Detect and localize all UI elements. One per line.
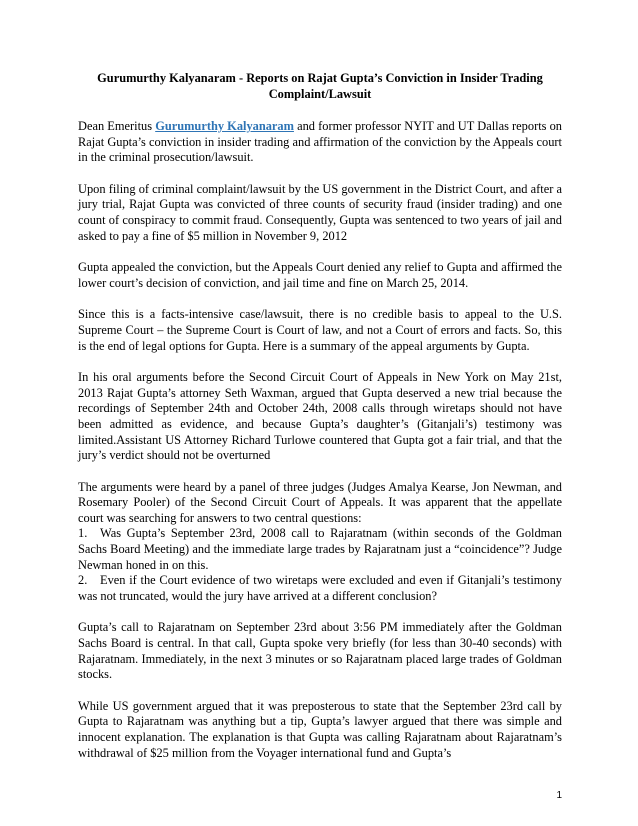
intro-text-after: and former professor NYIT and UT Dallas reports on Rajat Gupta’s conviction in insider trading and affirmation of the conviction by the Appeals court in the criminal prosecution/lawsuit. xyxy=(78,119,563,165)
questions-intro: The arguments were heard by a panel of three judges (Judges Amalya Kearse, Jon Newman, and Rosemary Pooler) of the Second Circuit Court of Appeals. It was apparent that the appellate court was searching for answers to two central questions: xyxy=(78,479,562,525)
document-page xyxy=(78,70,562,777)
paragraph-appeal: Gupta appealed the conviction, but the Appeals Court denied any relief to Gupta and affirmed the lower court’s decision of conviction, and jail time and fine on March 25, 2014. xyxy=(78,260,562,290)
paragraph-conviction: Upon filing of criminal complaint/lawsuit by the US government in the District Court, and after a jury trial, Rajat Gupta was convicted of three counts of security fraud (insider trading) and one count of conspiracy to commit fraud. Consequently, Gupta was sentenced to two years of jail and asked to pay a fine of $5 million in November 9, 2012 xyxy=(78,181,562,243)
author-link[interactable]: Gurumurthy Kalyanaram xyxy=(155,119,294,133)
paragraph-explanation: While US government argued that it was preposterous to state that the September 23rd call by Gupta to Rajaratnam was anything but a tip, Gupta’s lawyer argued that there was simple and innocent explanation. The explanation is that Gupta was calling Rajaratnam about Rajaratnam’s withdrawal of $25 million from the Voyager international fund and Gupta’s xyxy=(78,698,562,760)
question-item xyxy=(78,573,562,604)
question-text: Was Gupta’s September 23rd, 2008 call to Rajaratnam (within seconds of the Goldman Sachs Board Meeting) and the immediate large trades by Rajaratnam just a “coincidence”? Judge Newman honed in on this. xyxy=(78,526,562,572)
paragraph-supreme-court: Since this is a facts-intensive case/lawsuit, there is no credible basis to appeal to the U.S. Supreme Court – the Supreme Court is Court of law, and not a Court of errors and facts. So, this is the end of legal options for Gupta. Here is a summary of the appeal arguments by Gupta. xyxy=(78,307,562,353)
intro-paragraph xyxy=(78,119,562,166)
paragraph-questions xyxy=(78,480,562,605)
intro-text-before: Dean Emeritus xyxy=(78,119,156,133)
question-number: 2. xyxy=(78,573,88,588)
page-number: 1 xyxy=(556,790,562,801)
question-text: Even if the Court evidence of two wiretaps were excluded and even if Gitanjali’s testimony was not truncated, would the jury have arrived at a different conclusion? xyxy=(78,573,562,603)
question-number: 1. xyxy=(78,526,88,541)
question-item xyxy=(78,526,562,573)
paragraph-call: Gupta’s call to Rajaratnam on September 23rd about 3:56 PM immediately after the Goldman Sachs Board is central. In that call, Gupta spoke very briefly (for less than 30-40 seconds) with Rajaratnam. Immediately, in the next 3 minutes or so Rajaratnam placed large trades of Goldman stocks. xyxy=(78,620,562,682)
paragraph-oral-arguments: In his oral arguments before the Second Circuit Court of Appeals in New York on May 21st, 2013 Rajat Gupta’s attorney Seth Waxman, argued that Gupta deserved a new trial because the recordings of September 24th and October 24th, 2008 calls through wiretaps should not have been admitted as evidence, and because Gupta’s daughter’s (Gitanjali’s) testimony was limited.Assistant US Attorney Richard Turlowe countered that Gupta got a fair trial, and that the jury’s verdict should not be overturned xyxy=(78,370,562,463)
document-title: Gurumurthy Kalyanaram - Reports on Rajat Gupta’s Conviction in Insider Trading Complaint/Lawsuit xyxy=(97,71,543,101)
